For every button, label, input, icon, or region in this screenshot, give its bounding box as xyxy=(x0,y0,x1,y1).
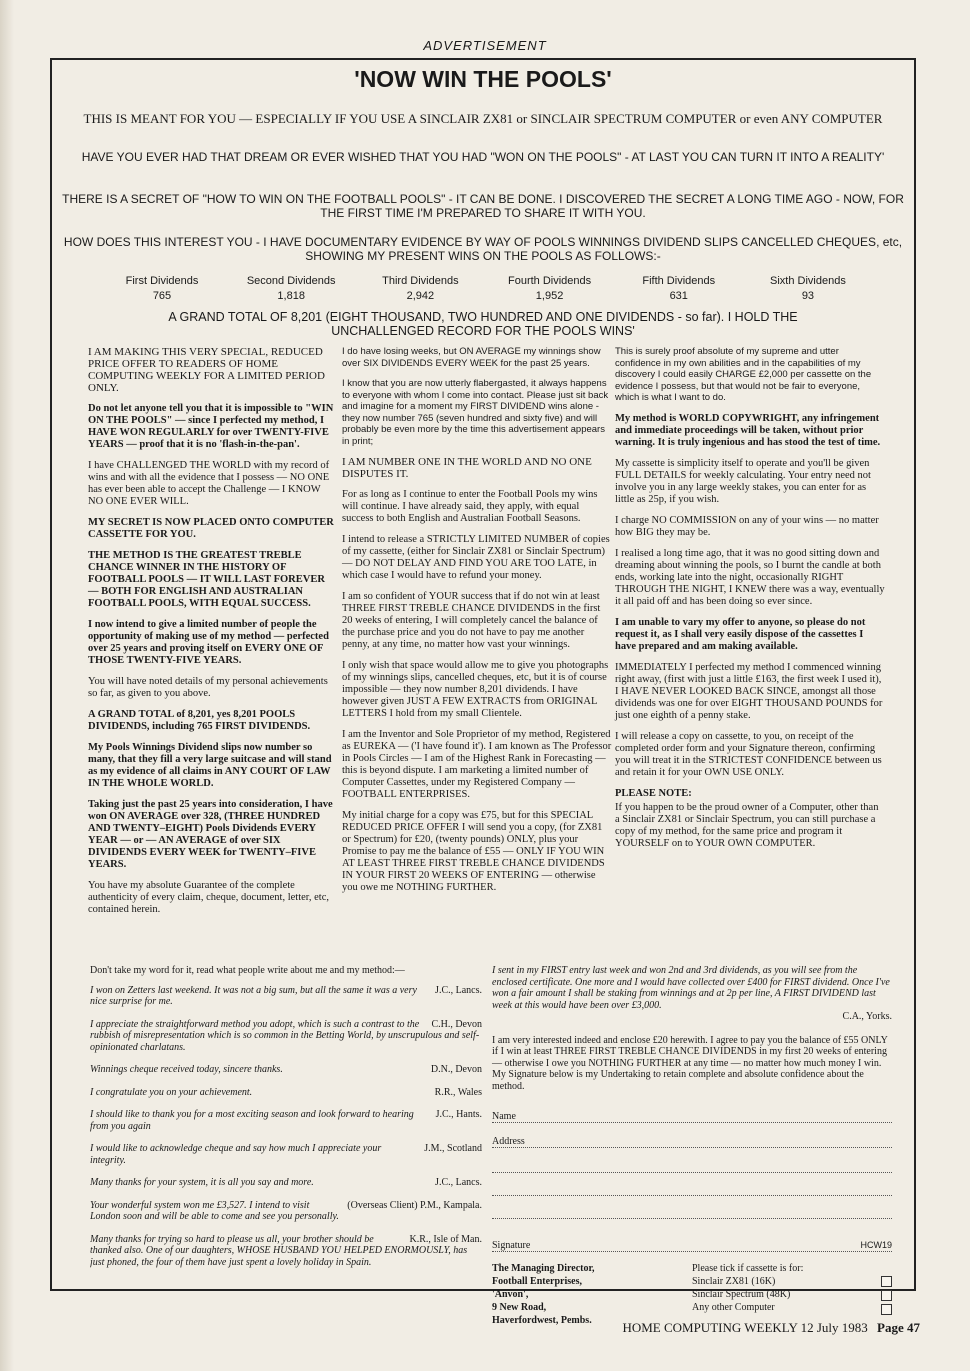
dividend-item xyxy=(619,274,739,304)
please-note-heading: PLEASE NOTE: xyxy=(615,787,692,799)
testimonial xyxy=(90,1087,482,1099)
dividends-table xyxy=(102,274,868,304)
address-line-field[interactable] xyxy=(492,1177,892,1196)
paragraph: I do have losing weeks, but ON AVERAGE my winnings show over SIX DIVIDENDS EVERY WEEK for the past 25 years. xyxy=(342,346,601,369)
paragraph: If you happen to be the proud owner of a Computer, other than a Sinclair ZX81 or Sinclair Spectrum, you can still purchase a copy of my method, for the same price and program it YOURSELF on to YOUR OWN COMPUTER. xyxy=(615,801,879,849)
page-footer xyxy=(560,1320,920,1336)
testimonial-author: C.H., Devon xyxy=(431,1018,482,1030)
paragraph: Do not let anyone tell you that it is impossible to "WIN ON THE POOLS" — since I perfected my method, I HAVE WON REGULARLY for over TWENTY-FIVE YEARS — proof that it is no 'flash-in-the-pan'. xyxy=(88,403,334,450)
name-field[interactable] xyxy=(492,1104,892,1123)
intro-line-2: HAVE YOU EVER HAD THAT DREAM OR EVER WISHED THAT YOU HAD "WON ON THE POOLS" - AT LAST YOU CAN TURN IT INTO A REALITY' xyxy=(81,150,885,164)
column-left xyxy=(88,346,338,925)
name-label: Name xyxy=(492,1110,516,1122)
testimonial-text: I congratulate you on your achievement. xyxy=(90,1086,253,1098)
address-line: 9 New Road, xyxy=(492,1302,547,1313)
paragraph: I am unable to vary my offer to anyone, so please do not request it, as I shall very easily dispose of the cassettes I have prepared and am making available. xyxy=(615,616,866,652)
paragraph: I am so confident of YOUR success that if do not win at least THREE FIRST TREBLE CHANCE DIVIDENDS in the first 20 weeks of entering, I will completely cancel the balance of the purchase price and you do not have to pay me another penny, at any time, no matter how vast your winnings. xyxy=(342,591,601,650)
column-middle xyxy=(342,346,612,903)
dividend-value: 93 xyxy=(801,290,815,302)
testimonial-author: J.C., Lancs. xyxy=(435,984,482,996)
address-line: 'Anvon', xyxy=(492,1289,529,1300)
dividend-label: Third Dividends xyxy=(382,275,459,287)
testimonial xyxy=(90,1064,482,1076)
dividend-item xyxy=(231,274,351,304)
dividend-label: Fifth Dividends xyxy=(642,275,716,287)
zx81-checkbox[interactable] xyxy=(881,1276,892,1287)
dividend-item xyxy=(102,274,222,304)
form-code: HCW19 xyxy=(860,1239,892,1250)
testimonial-author: J.M., Scotland xyxy=(424,1143,482,1154)
order-undertaking: I am very interested indeed and enclose £20 herewith. I agree to pay you the balance of £55 ONLY if I win at least THREE FIRST TREBLE CHANCE DIVIDENDS in my first 20 weeks of entering — otherwise I owe you NOTHING FURTHER at any time — no matter how much money I win. My Signature below is my Undertaking to retain complete and absolute confidence about the method. xyxy=(492,1034,888,1092)
cassette-options xyxy=(692,1262,862,1327)
advertisement-kicker: ADVERTISEMENT xyxy=(423,38,547,53)
dividend-value: 631 xyxy=(669,290,688,302)
testimonial-author: J.C., Hants. xyxy=(435,1109,482,1120)
signature-label: Signature xyxy=(492,1239,531,1251)
address-line: The Managing Director, xyxy=(492,1263,595,1274)
testimonials-lead: Don't take my word for it, read what people write about me and my method:— xyxy=(90,965,405,976)
testimonial xyxy=(90,1019,482,1054)
order-form xyxy=(492,965,892,1327)
testimonial-author: C.A., Yorks. xyxy=(842,1011,892,1022)
paragraph: My cassette is simplicity itself to operate and you'll be given FULL DETAILS for weekly calculating. Your entry need not involve you in any large weekly stakes, you can enter for as little as 25p, if you wish. xyxy=(615,457,871,505)
advert-frame xyxy=(50,58,916,1326)
paragraph: I realised a long time ago, that it was no good sitting down and dreaming about winning the pools, so I burnt the candle at both ends, working late into the night, occasionally RIGHT THROUGH THE NIGHT, I KNEW there was a way, eventually it all paid off and has been doing so ever since. xyxy=(615,547,885,607)
testimonial-text: I would like to acknowledge cheque and say how much I appreciate your integrity. xyxy=(90,1143,382,1166)
signature-field[interactable] xyxy=(492,1233,892,1252)
address-field[interactable] xyxy=(492,1129,892,1148)
intro-line-3: THERE IS A SECRET OF "HOW TO WIN ON THE FOOTBALL POOLS" - IT CAN BE DONE. I DISCOVERED THE SECRET A LONG TIME AGO - NOW, FOR THE FIRST TIME I'M PREPARED TO SHARE IT WITH YOU. xyxy=(62,192,904,220)
testimonial-text: Many thanks for trying so hard to please us all, your brother should be thanked also. One of our daughters, WHOSE HUSBAND YOU HELPED ENORMOUSLY, has just phoned, the four of them have just spent a lovely holiday in Spain. xyxy=(90,1233,468,1268)
dividend-value: 1,818 xyxy=(277,290,305,302)
testimonial-text: Many thanks for your system, it is all you say and more. xyxy=(90,1177,314,1188)
paragraph: I intend to release a STRICTLY LIMITED NUMBER of copies of my cassette, (either for Sinclair ZX81 or Sinclair Spectrum) — DO NOT DELAY AND FIND YOU ARE TOO LATE, in which case I would have to refund your money. xyxy=(342,534,610,581)
testimonial xyxy=(90,1200,482,1223)
testimonial-author: (Overseas Client) P.M., Kampala. xyxy=(347,1199,482,1211)
paragraph: For as long as I continue to enter the Football Pools my wins will continue. I have already said, they apply, with equal success to both English and Australian Football Seasons. xyxy=(342,489,598,524)
paragraph: I have CHALLENGED THE WORLD with my record of wins and with all the evidence that I possess — NO ONE has ever been able to accept the Challenge — I KNOW NO ONE EVER WILL. xyxy=(88,460,330,507)
address-line-field[interactable] xyxy=(492,1154,892,1173)
order-testimonial xyxy=(492,965,892,1023)
address-block xyxy=(492,1262,892,1327)
paragraph: Taking just the past 25 years into consideration, I have won ON AVERAGE over 328, (THREE HUNDRED AND TWENTY–EIGHT) Pools Dividends EVERY YEAR — or — AN AVERAGE of over SIX DIVIDENDS EVERY WEEK for TWENTY–FIVE YEARS. xyxy=(88,799,333,870)
testimonial xyxy=(90,1234,482,1269)
cassette-option-label: Sinclair Spectrum (48K) xyxy=(692,1289,791,1300)
testimonial-text: I sent in my FIRST entry last week and won 2nd and 3rd dividends, as you will see from the enclosed certificate. One more and I would have collected over £400 for FIRST dividend. Once I've won a fair amount I shall be staking from winnings and at 2p per line, A FIRST DIVIDEND last week at this would have been over £3,000. xyxy=(492,965,890,1011)
paragraph: My Pools Winnings Dividend slips now number so many, that they fill a very large suitcase and will stand as my evidence of all claims in ANY COURT OF LAW IN THE WHOLE WORLD. xyxy=(88,742,332,789)
magazine-issue: HOME COMPUTING WEEKLY 12 July 1983 xyxy=(622,1320,868,1335)
dividend-item xyxy=(748,274,868,304)
paragraph: A GRAND TOTAL of 8,201, yes 8,201 POOLS DIVIDENDS, including 765 FIRST DIVIDENDS. xyxy=(88,709,311,732)
dividend-item xyxy=(490,274,610,304)
paragraph: I AM MAKING THIS VERY SPECIAL, REDUCED PRICE OFFER TO READERS OF HOME COMPUTING WEEKLY FOR A LIMITED PERIOD ONLY. xyxy=(88,346,325,394)
cassette-option-label: Sinclair ZX81 (16K) xyxy=(692,1276,776,1287)
paragraph: You will have noted details of my personal achievements so far, as given to you above. xyxy=(88,676,328,699)
paragraph: I charge NO COMMISSION on any of your wins — no matter how BIG they may be. xyxy=(615,514,879,538)
intro-line-4: HOW DOES THIS INTEREST YOU - I HAVE DOCUMENTARY EVIDENCE BY WAY OF POOLS WINNINGS DIVIDEND SLIPS CANCELLED CHEQUES, etc, SHOWING MY PRESENT WINS ON THE POOLS AS FOLLOWS:- xyxy=(63,235,903,263)
paragraph: You have my absolute Guarantee of the complete authenticity of every claim, cheque, document, letter, etc, contained herein. xyxy=(88,880,329,915)
testimonial xyxy=(90,1177,482,1189)
testimonial-author: R.R., Wales xyxy=(434,1086,482,1098)
tick-boxes xyxy=(881,1262,892,1327)
headline: 'NOW WIN THE POOLS' xyxy=(354,66,612,92)
paragraph: This is surely proof absolute of my supreme and utter confidence in my own abilities and in the capabilities of my discovery I could easily CHARGE £2,000 per cassette on the evidence I possess, but that would not be fair to everyone, which is what I want to do. xyxy=(615,346,872,403)
dividend-label: Sixth Dividends xyxy=(770,275,846,287)
page-number: Page 47 xyxy=(877,1320,920,1335)
intro-line-1: THIS IS MEANT FOR YOU — ESPECIALLY IF YOU USE A SINCLAIR ZX81 or SINCLAIR SPECTRUM COMPUTER or even ANY COMPUTER xyxy=(83,111,883,126)
testimonial xyxy=(90,985,482,1008)
dividend-label: Fourth Dividends xyxy=(507,275,592,287)
testimonial-text: Your wonderful system won me £3,527. I intend to visit London soon and will be able to come and see you personally. xyxy=(90,1199,339,1222)
paragraph: I will release a copy on cassette, to you, on receipt of the completed order form and your Signature thereon, confirming you will treat it in the STRICTEST CONFIDENCE between us and retain it for your OWN USE ONLY. xyxy=(615,730,882,778)
testimonials xyxy=(90,965,482,1279)
paragraph: My initial charge for a copy was £75, but for this SPECIAL REDUCED PRICE OFFER I will send you a copy, (for ZX81 or Spectrum) for £20, (twenty pounds) ONLY, plus your Promise to pay me the balance of £55 — ONLY IF YOU WIN AT LEAST THREE FIRST TREBLE CHANCE DIVIDENDS IN YOUR FIRST 20 WEEKS OF ENTERING — otherwise you owe me NOTHING FURTHER. xyxy=(342,810,605,893)
paragraph: My method is WORLD COPYWRIGHT, any infringement and immediate proceedings will be taken, without prior warning. It is truly ingenious and has stood the test of time. xyxy=(615,412,881,448)
column-right xyxy=(615,346,885,859)
testimonial-text: I should like to thank you for a most exciting season and look forward to hearing from you again xyxy=(90,1109,414,1132)
page-edge-shadow xyxy=(0,0,14,1371)
dividend-label: First Dividends xyxy=(125,275,199,287)
dividend-value: 1,952 xyxy=(535,290,564,302)
testimonial-text: I appreciate the straightforward method you adopt, which is such a contrast to the rubbish of misrepresentation which is so common in the Betting World, by unscrupulous and self-opinionated charlatans. xyxy=(90,1018,480,1053)
address-line: Football Enterprises, xyxy=(492,1276,582,1287)
testimonial-author: D.N., Devon xyxy=(430,1064,482,1075)
paragraph: I only wish that space would allow me to give you photographs of my winnings slips, cancelled cheques, etc, but it is of course impossible — they now number 8,201 dividends. I have however given JUST A FEW EXTRACTS from ORIGINAL LETTERS I hold from my small Clientele. xyxy=(342,660,609,719)
postal-address xyxy=(492,1262,692,1327)
paragraph: I AM NUMBER ONE IN THE WORLD AND NO ONE DISPUTES IT. xyxy=(342,456,592,480)
testimonial xyxy=(90,1109,482,1132)
address-label: Address xyxy=(492,1135,525,1147)
testimonial-author: K.R., Isle of Man. xyxy=(409,1233,482,1245)
paragraph: IMMEDIATELY I perfected my method I commenced winning right away, (first with just a little £163, the first week I used it), I HAVE NEVER LOOKED BACK SINCE, amongst all those dividends was one for over EIGHT THOUSAND POUNDS for just one eighth of a penny stake. xyxy=(615,661,883,721)
paragraph: I now intend to give a limited number of people the opportunity of making use of my method — perfected over 25 years and proving itself on EVERY ONE OF THOSE TWENTY-FIVE YEARS. xyxy=(88,619,329,666)
spectrum-checkbox[interactable] xyxy=(881,1290,892,1301)
paragraph: THE METHOD IS THE GREATEST TREBLE CHANCE WINNER IN THE HISTORY OF FOOTBALL POOLS — IT WILL LAST FOREVER — BOTH FOR ENGLISH AND AUSTRALIAN FOOTBALL POOLS, WITH EQUAL SUCCESS. xyxy=(88,550,325,609)
other-computer-checkbox[interactable] xyxy=(881,1304,892,1315)
address-line-field[interactable] xyxy=(492,1200,892,1219)
paragraph: MY SECRET IS NOW PLACED ONTO COMPUTER CASSETTE FOR YOU. xyxy=(88,517,334,540)
testimonial-text: Winnings cheque received today, sincere thanks. xyxy=(90,1064,283,1075)
address-line: Haverfordwest, Pembs. xyxy=(492,1315,592,1326)
cassette-option-label: Any other Computer xyxy=(692,1302,775,1313)
testimonial xyxy=(90,1143,482,1166)
dividend-item xyxy=(360,274,480,304)
grand-total: A GRAND TOTAL OF 8,201 (EIGHT THOUSAND, TWO HUNDRED AND ONE DIVIDENDS - so far). I HOLD THE UNCHALLENGED RECORD FOR THE POOLS WINS' xyxy=(168,310,798,338)
dividend-value: 765 xyxy=(152,290,172,302)
dividend-value: 2,942 xyxy=(406,290,435,302)
paragraph: I am the Inventor and Sole Proprietor of my method, Registered as EUREKA — ('I have found it'). I am known as The Professor in Pools Circles — I am of the Highest Rank in Forecasting — this is beyond dispute. I am marketing a limited number of Computer Cassettes, under my Registered Company — FOOTBALL ENTERPRISES. xyxy=(342,729,612,800)
cassette-prompt: Please tick if cassette is for: xyxy=(692,1263,804,1274)
dividend-label: Second Dividends xyxy=(246,275,336,287)
testimonial-text: I won on Zetters last weekend. It was not a big sum, but all the same it was a very nice surprise for me. xyxy=(90,984,417,1007)
testimonial-author: J.C., Lancs. xyxy=(435,1177,482,1188)
paragraph: I know that you are now utterly flabergasted, it always happens to everyone with whom I come into contact. Please just sit back and imagine for a moment my FIRST DIVIDEND wins alone - they now number 765 (seven hundred and sixty five) and will probably be even more by the time this advertisement appears in print; xyxy=(342,378,609,447)
